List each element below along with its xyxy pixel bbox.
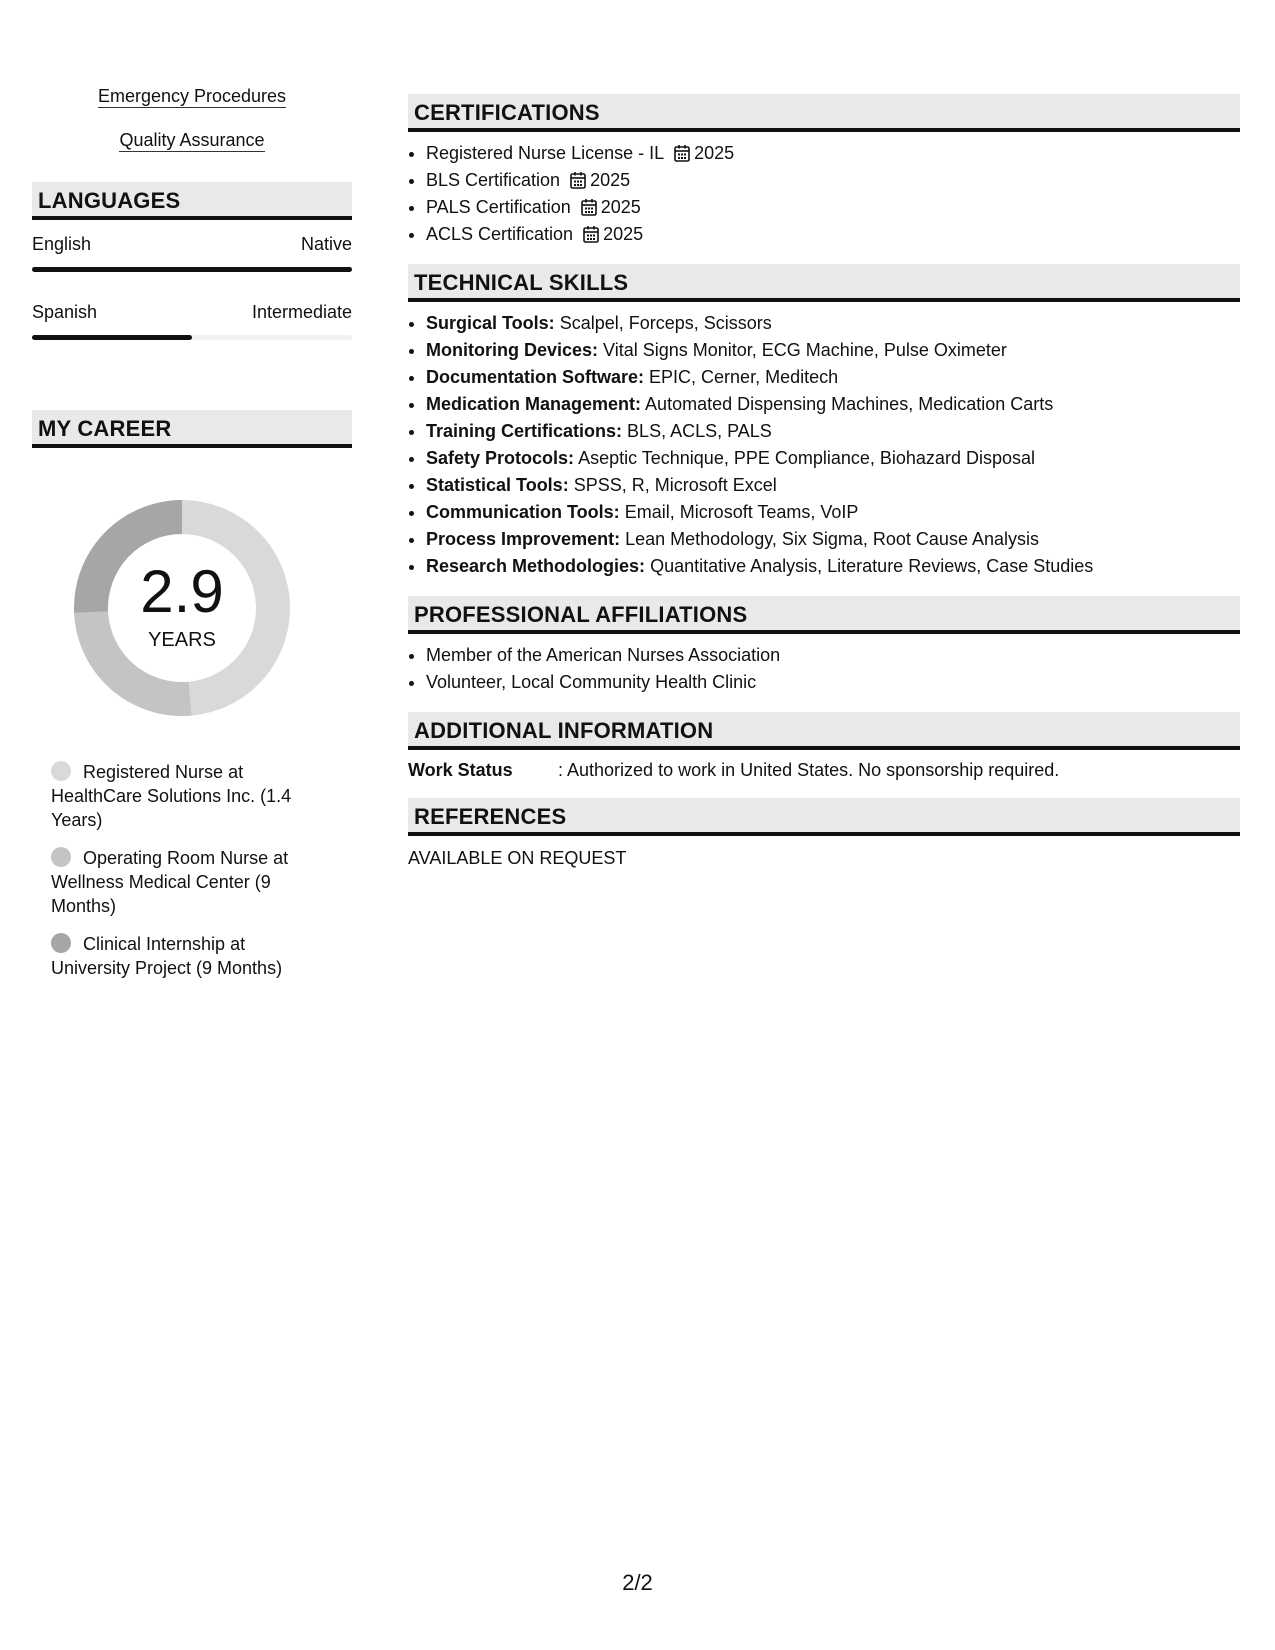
certification-name: ACLS Certification bbox=[426, 224, 574, 244]
certification-year: 2025 bbox=[600, 197, 641, 217]
career-legend bbox=[51, 760, 321, 980]
technical-skills-section bbox=[408, 264, 1240, 580]
skill-link[interactable]: Emergency Procedures bbox=[97, 86, 287, 106]
page-number: 2/2 bbox=[622, 1570, 653, 1595]
certifications-section bbox=[408, 94, 1240, 248]
technical-skill-label: Training Certifications: bbox=[426, 421, 623, 441]
certification-item bbox=[426, 221, 1240, 248]
references-section bbox=[408, 798, 1240, 870]
career-legend-item bbox=[51, 760, 321, 832]
certification-year: 2025 bbox=[603, 224, 644, 244]
technical-skill-value: EPIC, Cerner, Meditech bbox=[649, 367, 839, 387]
calendar-icon bbox=[583, 225, 599, 243]
language-item bbox=[32, 300, 352, 340]
technical-skill-item bbox=[426, 445, 1240, 472]
certification-item bbox=[426, 140, 1240, 167]
language-proficiency-bar bbox=[32, 267, 352, 272]
technical-skill-item bbox=[426, 553, 1240, 580]
language-level: Native bbox=[300, 234, 352, 254]
technical-skill-item bbox=[426, 418, 1240, 445]
technical-skill-value: Quantitative Analysis, Literature Reviews, Case Studies bbox=[650, 556, 1094, 576]
additional-info-heading: ADDITIONAL INFORMATION bbox=[408, 712, 1240, 750]
technical-skill-item bbox=[426, 391, 1240, 418]
references-heading: REFERENCES bbox=[408, 798, 1240, 836]
languages-heading: LANGUAGES bbox=[32, 182, 352, 220]
certifications-list bbox=[408, 140, 1240, 248]
certification-name: PALS Certification bbox=[426, 197, 571, 217]
career-legend-label: Clinical Internship at University Project (9 Months) bbox=[51, 934, 283, 978]
legend-dot-icon bbox=[51, 761, 71, 781]
calendar-icon bbox=[581, 198, 597, 216]
calendar-icon bbox=[570, 171, 586, 189]
language-proficiency-bar bbox=[32, 335, 352, 340]
technical-skill-item bbox=[426, 364, 1240, 391]
career-heading: MY CAREER bbox=[32, 410, 352, 448]
skill-link-item bbox=[32, 128, 352, 152]
language-proficiency-fill bbox=[32, 335, 192, 340]
technical-skill-value: Vital Signs Monitor, ECG Machine, Pulse Oximeter bbox=[603, 340, 1007, 360]
technical-skills-heading: TECHNICAL SKILLS bbox=[408, 264, 1240, 302]
technical-skill-value: BLS, ACLS, PALS bbox=[627, 421, 772, 441]
career-donut-chart bbox=[64, 490, 300, 726]
career-total-value: 2.9 bbox=[140, 558, 224, 625]
technical-skill-value: Email, Microsoft Teams, VoIP bbox=[624, 502, 859, 522]
languages-section bbox=[32, 182, 352, 340]
technical-skill-label: Statistical Tools: bbox=[426, 475, 569, 495]
technical-skill-item bbox=[426, 499, 1240, 526]
languages-list bbox=[32, 232, 352, 340]
technical-skill-value: SPSS, R, Microsoft Excel bbox=[573, 475, 777, 495]
career-legend-label: Registered Nurse at HealthCare Solutions Inc. (1.4 Years) bbox=[51, 762, 292, 830]
affiliations-heading: PROFESSIONAL AFFILIATIONS bbox=[408, 596, 1240, 634]
work-status-value: : Authorized to work in United States. No sponsorship required. bbox=[558, 760, 1060, 780]
additional-info-section bbox=[408, 712, 1240, 782]
technical-skill-label: Surgical Tools: bbox=[426, 313, 555, 333]
certification-item bbox=[426, 194, 1240, 221]
language-name: English bbox=[32, 234, 92, 254]
certification-name: BLS Certification bbox=[426, 170, 561, 190]
skill-link-item bbox=[32, 84, 352, 108]
career-total-unit: YEARS bbox=[148, 629, 216, 651]
technical-skill-value: Scalpel, Forceps, Scissors bbox=[559, 313, 772, 333]
language-item bbox=[32, 232, 352, 272]
references-text: AVAILABLE ON REQUEST bbox=[408, 848, 627, 868]
technical-skill-item bbox=[426, 310, 1240, 337]
technical-skill-label: Process Improvement: bbox=[426, 529, 621, 549]
work-status-label: Work Status bbox=[408, 760, 513, 780]
technical-skill-label: Documentation Software: bbox=[426, 367, 645, 387]
technical-skill-item bbox=[426, 337, 1240, 364]
technical-skill-value: Aseptic Technique, PPE Compliance, Biohazard Disposal bbox=[578, 448, 1035, 468]
career-legend-item bbox=[51, 932, 321, 980]
language-proficiency-fill bbox=[32, 267, 352, 272]
certifications-heading: CERTIFICATIONS bbox=[408, 94, 1240, 132]
language-name: Spanish bbox=[32, 302, 98, 322]
calendar-icon bbox=[674, 144, 690, 162]
technical-skill-label: Safety Protocols: bbox=[426, 448, 575, 468]
career-section bbox=[32, 410, 352, 980]
affiliation-item: • Volunteer, Local Community Health Clinic bbox=[426, 669, 1240, 696]
technical-skill-value: Automated Dispensing Machines, Medication Carts bbox=[645, 394, 1054, 414]
work-status-row bbox=[408, 758, 1240, 782]
legend-dot-icon bbox=[51, 847, 71, 867]
certification-item bbox=[426, 167, 1240, 194]
donut-center bbox=[64, 490, 300, 726]
technical-skill-label: Research Methodologies: bbox=[426, 556, 646, 576]
technical-skill-item bbox=[426, 526, 1240, 553]
affiliation-item: • Member of the American Nurses Association bbox=[426, 642, 1240, 669]
technical-skill-label: Medication Management: bbox=[426, 394, 642, 414]
sidebar bbox=[32, 84, 352, 994]
technical-skill-label: Monitoring Devices: bbox=[426, 340, 599, 360]
certification-year: 2025 bbox=[590, 170, 631, 190]
skill-links bbox=[32, 84, 352, 152]
skill-link[interactable]: Quality Assurance bbox=[119, 130, 265, 150]
affiliations-list bbox=[408, 642, 1240, 696]
technical-skills-list bbox=[408, 310, 1240, 580]
language-row bbox=[32, 232, 352, 256]
career-legend-item bbox=[51, 846, 321, 918]
language-row bbox=[32, 300, 352, 324]
technical-skill-item bbox=[426, 472, 1240, 499]
technical-skill-label: Communication Tools: bbox=[426, 502, 620, 522]
certification-year: 2025 bbox=[694, 143, 735, 163]
technical-skill-value: Lean Methodology, Six Sigma, Root Cause Analysis bbox=[625, 529, 1039, 549]
affiliations-section bbox=[408, 596, 1240, 696]
main-content bbox=[408, 94, 1240, 870]
certification-name: Registered Nurse License - IL bbox=[426, 143, 665, 163]
legend-dot-icon bbox=[51, 933, 71, 953]
career-legend-label: Operating Room Nurse at Wellness Medical Center (9 Months) bbox=[51, 848, 289, 916]
language-level: Intermediate bbox=[251, 302, 352, 322]
